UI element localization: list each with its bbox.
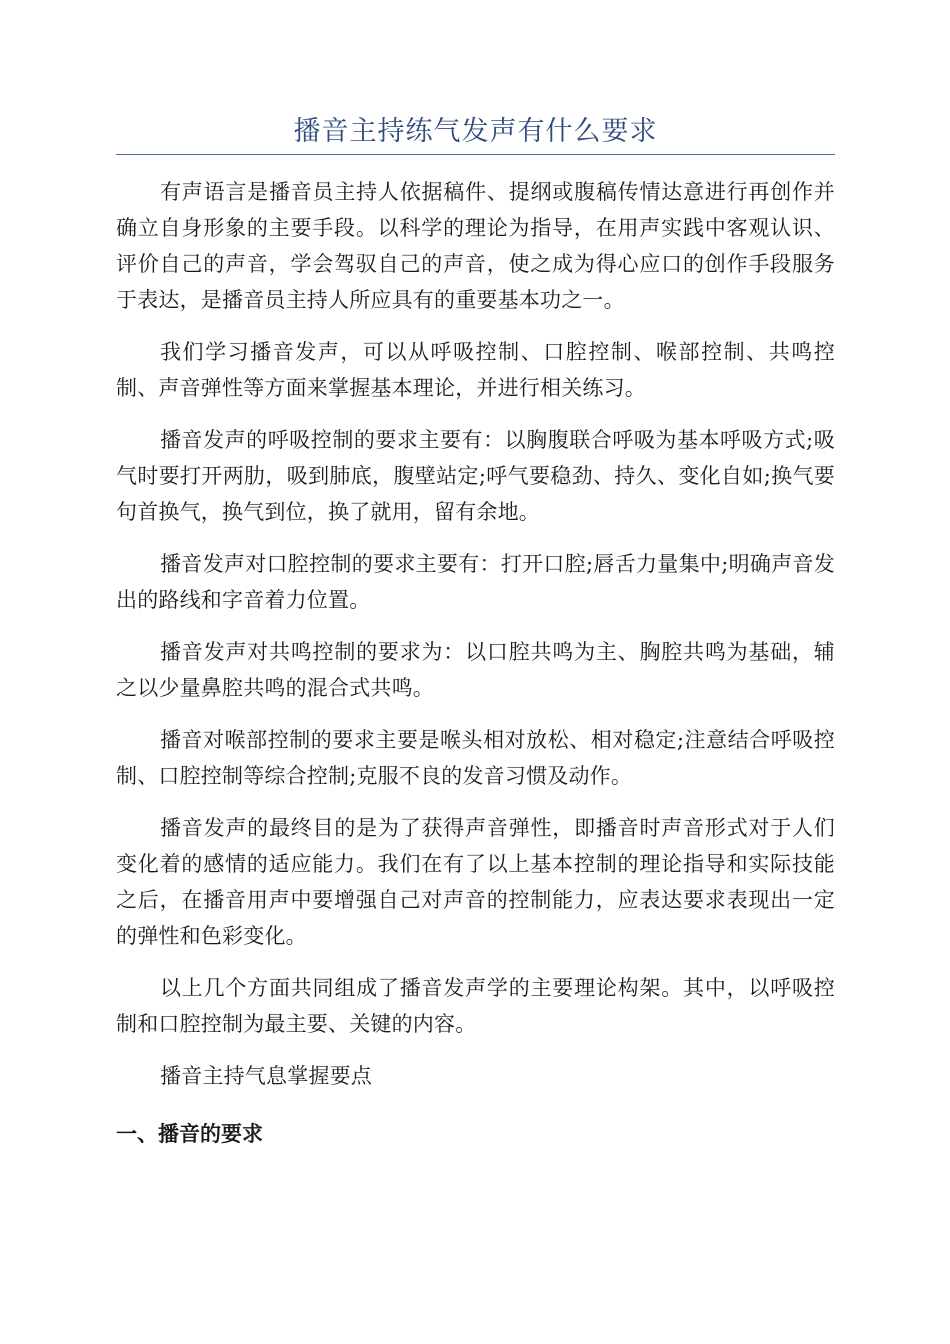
document-title: 播音主持练气发声有什么要求 bbox=[293, 116, 658, 147]
paragraph-breath-control: 播音发声的呼吸控制的要求主要有：以胸腹联合呼吸为基本呼吸方式;吸气时要打开两肋，吸到肺底，腹壁站定;呼气要稳劲、持久、变化自如;换气要句首换气，换气到位，换了就用，留有余地。 bbox=[116, 428, 835, 524]
paragraph-voice-elasticity: 播音发声的最终目的是为了获得声音弹性，即播音时声音形式对于人们变化着的感情的适应能力。我们在有了以上基本控制的理论指导和实际技能之后，在播音用声中要增强自己对声音的控制能力，应表达要求表现出一定的弹性和色彩变化。 bbox=[116, 816, 835, 948]
paragraph-oral-control: 播音发声对口腔控制的要求主要有：打开口腔;唇舌力量集中;明确声音发出的路线和字音着力位置。 bbox=[116, 552, 835, 612]
paragraph-throat-control: 播音对喉部控制的要求主要是喉头相对放松、相对稳定;注意结合呼吸控制、口腔控制等综合控制;克服不良的发音习惯及动作。 bbox=[116, 728, 835, 788]
paragraph-learning-scope: 我们学习播音发声，可以从呼吸控制、口腔控制、喉部控制、共鸣控制、声音弹性等方面来掌握基本理论，并进行相关练习。 bbox=[116, 340, 835, 400]
title-underline bbox=[116, 154, 835, 155]
paragraph-intro: 有声语言是播音员主持人依据稿件、提纲或腹稿传情达意进行再创作并确立自身形象的主要手段。以科学的理论为指导，在用声实践中客观认识、评价自己的声音，学会驾驭自己的声音，使之成为得心应口的创作手段服务于表达，是播音员主持人所应具有的重要基本功之一。 bbox=[116, 180, 835, 312]
section-heading: 一、播音的要求 bbox=[116, 1122, 263, 1146]
paragraph-resonance-control: 播音发声对共鸣控制的要求为：以口腔共鸣为主、胸腔共鸣为基础，辅之以少量鼻腔共鸣的混合式共鸣。 bbox=[116, 640, 835, 700]
paragraph-summary: 以上几个方面共同组成了播音发声学的主要理论构架。其中，以呼吸控制和口腔控制为最主要、关键的内容。 bbox=[116, 976, 835, 1036]
paragraph-breath-key-points: 播音主持气息掌握要点 bbox=[160, 1064, 372, 1088]
document-body bbox=[116, 174, 835, 1152]
